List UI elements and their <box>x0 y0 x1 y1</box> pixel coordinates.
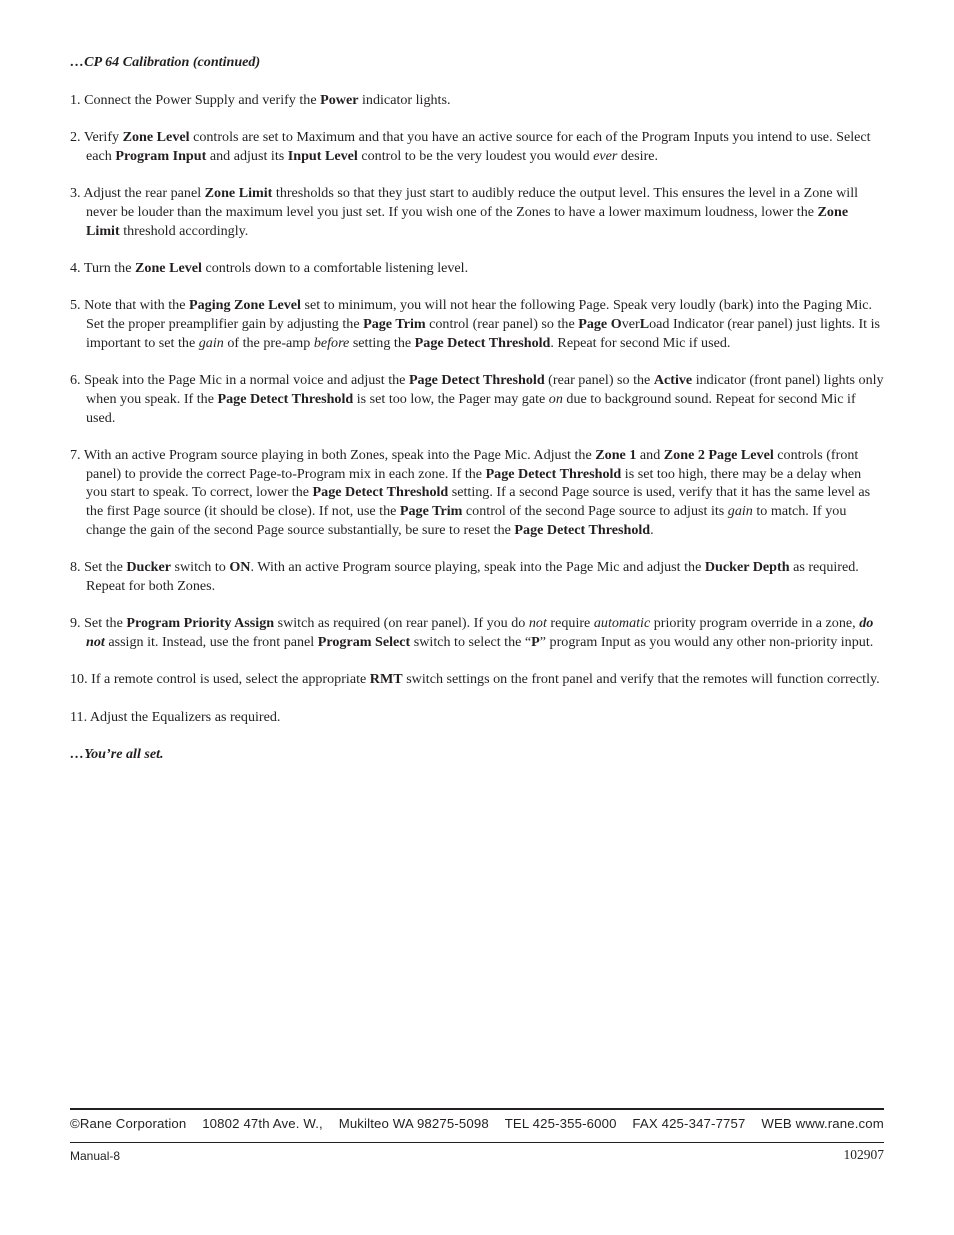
footer-tel: TEL 425-355-6000 <box>504 1116 617 1131</box>
step-text: and <box>636 446 664 463</box>
step-text: . Repeat for second Mic if used. <box>550 334 731 351</box>
step-emphasis: Page Trim <box>363 316 426 333</box>
step-text: 8. Set the <box>70 559 127 576</box>
footer-contact-line <box>70 1116 884 1131</box>
step-emphasis: Page Detect Threshold <box>485 465 622 482</box>
page-label: Manual-8 <box>70 1149 121 1163</box>
closing-line: …You’re all set. <box>70 746 164 763</box>
step-text: switch to select the “ <box>410 633 532 650</box>
step-emphasis: Page Detect Threshold <box>414 334 551 351</box>
footer-copyright: ©Rane Corporation <box>70 1116 187 1131</box>
step-emphasis: Zone Limit <box>204 185 273 202</box>
step-text: switch to <box>171 559 230 576</box>
step-emphasis: ON <box>229 559 251 576</box>
step-text: indicator lights. <box>358 91 451 108</box>
step-emphasis: Program Priority Assign <box>126 615 275 632</box>
step-text: 11. Adjust the Equalizers as required. <box>70 708 281 725</box>
step-text: to match. If you change the gain of the second Page source substantially, be sure to reset the <box>86 503 847 538</box>
footer-bottom-rule <box>70 1142 884 1143</box>
step-text: 3. Adjust the rear panel <box>70 185 205 202</box>
footer-city: Mukilteo WA 98275-5098 <box>338 1116 489 1131</box>
step-text: desire. <box>617 147 659 164</box>
step-item <box>70 296 885 352</box>
step-emphasis: Zone 1 <box>595 446 637 463</box>
step-emphasis: Program Input <box>115 147 207 164</box>
step-emphasis: Paging Zone Level <box>189 297 301 314</box>
step-emphasis: ever <box>593 147 618 164</box>
step-text: control to be the very loudest you would <box>357 147 594 164</box>
step-text: of the pre-amp <box>223 334 314 351</box>
step-item <box>70 128 885 165</box>
step-emphasis: Page Trim <box>399 503 463 520</box>
step-emphasis: do not <box>86 615 874 650</box>
step-emphasis: L <box>639 316 650 333</box>
step-text: control (rear panel) so the <box>425 316 579 333</box>
step-emphasis: P <box>531 633 540 650</box>
step-item <box>70 184 885 240</box>
step-text: 1. Connect the Power Supply and verify the <box>70 91 321 108</box>
step-text: set to minimum, you will not hear the following Page. Speak very loudly (bark) into the Paging Mic. Set the proper preamplifier gain by adjusting the <box>86 297 873 333</box>
step-item <box>70 670 885 689</box>
step-text: (rear panel) so the <box>544 372 654 389</box>
step-emphasis: automatic <box>593 615 651 632</box>
step-text: control of the second Page source to adjust its <box>462 503 728 520</box>
doc-code: 102907 <box>843 1147 884 1162</box>
document-body <box>70 53 885 764</box>
step-emphasis: RMT <box>369 671 403 688</box>
step-text: 10. If a remote control is used, select the appropriate <box>70 671 370 688</box>
footer-top-rule <box>70 1108 884 1110</box>
step-emphasis: Page Detect Threshold <box>514 521 651 538</box>
step-emphasis: Zone Level <box>135 259 202 276</box>
step-emphasis: gain <box>727 503 753 520</box>
step-emphasis: Page Detect Threshold <box>408 372 545 389</box>
step-text: and adjust its <box>206 147 288 164</box>
step-text: thresholds so that they just start to audibly reduce the output level. This ensures the level in a Zone will never be louder than the maximum level you just set. If you wish one of the Zones to have a lower maximum loudness, lower the <box>86 185 859 220</box>
step-item <box>70 446 885 540</box>
step-text: require <box>546 615 594 632</box>
step-emphasis: Page Detect Threshold <box>312 484 449 501</box>
step-item <box>70 371 885 427</box>
step-emphasis: on <box>548 390 563 407</box>
step-emphasis: Page O <box>578 316 622 333</box>
step-emphasis: Page Detect Threshold <box>217 390 354 407</box>
step-emphasis: Program Select <box>317 633 411 650</box>
step-item <box>70 259 885 278</box>
step-emphasis: Input Level <box>287 147 358 164</box>
step-text: 4. Turn the <box>70 259 136 276</box>
step-emphasis: Ducker Depth <box>704 559 790 576</box>
step-emphasis: not <box>528 615 547 632</box>
step-text: ” program Input as you would any other non-priority input. <box>539 633 874 650</box>
step-text: indicator (front panel) lights only when you speak. If the <box>86 372 884 407</box>
footer-fax: FAX 425-347-7757 <box>632 1116 746 1131</box>
step-text: 2. Verify <box>70 129 123 146</box>
step-emphasis: Power <box>320 91 359 108</box>
step-item <box>70 614 885 651</box>
step-text: threshold accordingly. <box>119 222 249 239</box>
step-item <box>70 558 885 595</box>
step-emphasis: Zone Limit <box>86 203 849 239</box>
calibration-steps <box>70 91 885 727</box>
footer-address: 10802 47th Ave. W., <box>202 1116 323 1131</box>
step-text: 5. Note that with the <box>70 297 189 314</box>
step-text: oad Indicator (rear panel) just lights. It is important to set the <box>86 316 881 351</box>
footer-web: WEB www.rane.com <box>761 1116 884 1131</box>
step-text: due to background sound. Repeat for second Mic if used. <box>86 390 856 426</box>
step-text: switch as required (on rear panel). If you do <box>274 615 529 632</box>
step-emphasis: before <box>313 334 350 351</box>
step-emphasis: gain <box>198 334 224 351</box>
step-emphasis: Active <box>653 372 693 389</box>
step-text: setting. If a second Page source is used, verify that it has the same level as the first Page source (it should be close). If not, use the <box>86 484 871 520</box>
step-text: 9. Set the <box>70 615 127 632</box>
section-heading: …CP 64 Calibration (continued) <box>70 54 261 70</box>
step-text: controls down to a comfortable listening level. <box>201 259 469 276</box>
step-text: switch settings on the front panel and verify that the remotes will function correctly. <box>402 671 880 688</box>
step-text: setting the <box>349 334 415 351</box>
step-text: ver <box>621 316 640 333</box>
step-text: . With an active Program source playing, speak into the Page Mic and adjust the <box>250 559 705 576</box>
step-text: . <box>650 521 654 538</box>
step-text: controls are set to Maximum and that you have an active source for each of the Program Inputs you intend to use. Select each <box>86 129 871 164</box>
step-text: is set too low, the Pager may gate <box>353 390 549 407</box>
step-emphasis: Zone Level <box>122 129 190 146</box>
step-text: as required. Repeat for both Zones. <box>86 559 859 594</box>
step-emphasis: Ducker <box>126 559 171 576</box>
step-text: priority program override in a zone, <box>650 615 860 632</box>
step-text: controls (front panel) to provide the correct Page-to-Program mix in each zone. If the <box>86 446 859 482</box>
step-text: 6. Speak into the Page Mic in a normal voice and adjust the <box>70 372 409 389</box>
step-text: 7. With an active Program source playing in both Zones, speak into the Page Mic. Adjust the <box>70 446 596 463</box>
step-text: is set too high, there may be a delay when you start to speak. To correct, lower the <box>86 465 862 501</box>
step-text: assign it. Instead, use the front panel <box>104 633 318 650</box>
step-emphasis: Zone 2 Page Level <box>663 446 774 463</box>
step-item <box>70 91 885 110</box>
step-item <box>70 708 885 727</box>
